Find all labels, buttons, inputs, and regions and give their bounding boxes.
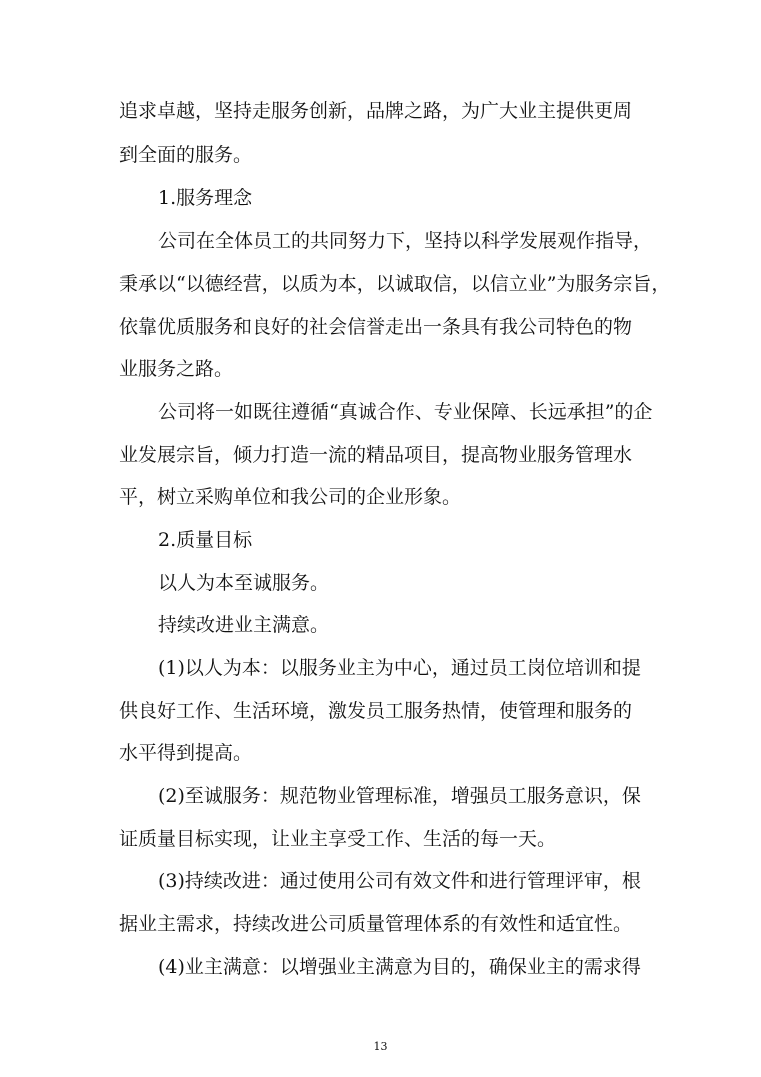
- paragraph-line: (2)至诚服务：规范物业管理标准，增强员工服务意识，保: [158, 785, 641, 807]
- paragraph-line: 到全面的服务。: [119, 144, 253, 166]
- paragraph-line: 持续改进业主满意。: [158, 614, 330, 636]
- paragraph-line: 据业主需求，持续改进公司质量管理体系的有效性和适宜性。: [119, 913, 633, 935]
- paragraph-line: 秉承以“以德经营，以质为本，以诚取信，以信立业”为服务宗旨，: [119, 273, 671, 295]
- paragraph-line: 公司将一如既往遵循“真诚合作、专业保障、长远承担”的企: [158, 401, 653, 423]
- page-number: 13: [373, 1040, 388, 1053]
- paragraph-line: 公司在全体员工的共同努力下，坚持以科学发展观作指导，: [158, 230, 653, 252]
- paragraph-line: 证质量目标实现，让业主享受工作、生活的每一天。: [119, 828, 557, 850]
- section-heading: 1.服务理念: [158, 187, 253, 209]
- paragraph-line: 供良好工作、生活环境，激发员工服务热情，使管理和服务的: [119, 700, 633, 722]
- paragraph-line: 以人为本至诚服务。: [158, 572, 330, 594]
- paragraph-line: 水平得到提高。: [119, 742, 253, 764]
- paragraph-line: (3)持续改进：通过使用公司有效文件和进行管理评审，根: [158, 870, 641, 892]
- section-heading: 2.质量目标: [158, 529, 253, 551]
- paragraph-line: 业发展宗旨，倾力打造一流的精品项目，提高物业服务管理水: [119, 444, 633, 466]
- paragraph-line: 业服务之路。: [119, 358, 234, 380]
- paragraph-line: 追求卓越，坚持走服务创新，品牌之路，为广大业主提供更周: [119, 100, 633, 122]
- paragraph-line: (1)以人为本：以服务业主为中心，通过员工岗位培训和提: [158, 657, 641, 679]
- paragraph-line: (4)业主满意：以增强业主满意为目的，确保业主的需求得: [158, 956, 641, 978]
- paragraph-line: 平，树立采购单位和我公司的企业形象。: [119, 486, 462, 508]
- paragraph-line: 依靠优质服务和良好的社会信誉走出一条具有我公司特色的物: [119, 316, 633, 338]
